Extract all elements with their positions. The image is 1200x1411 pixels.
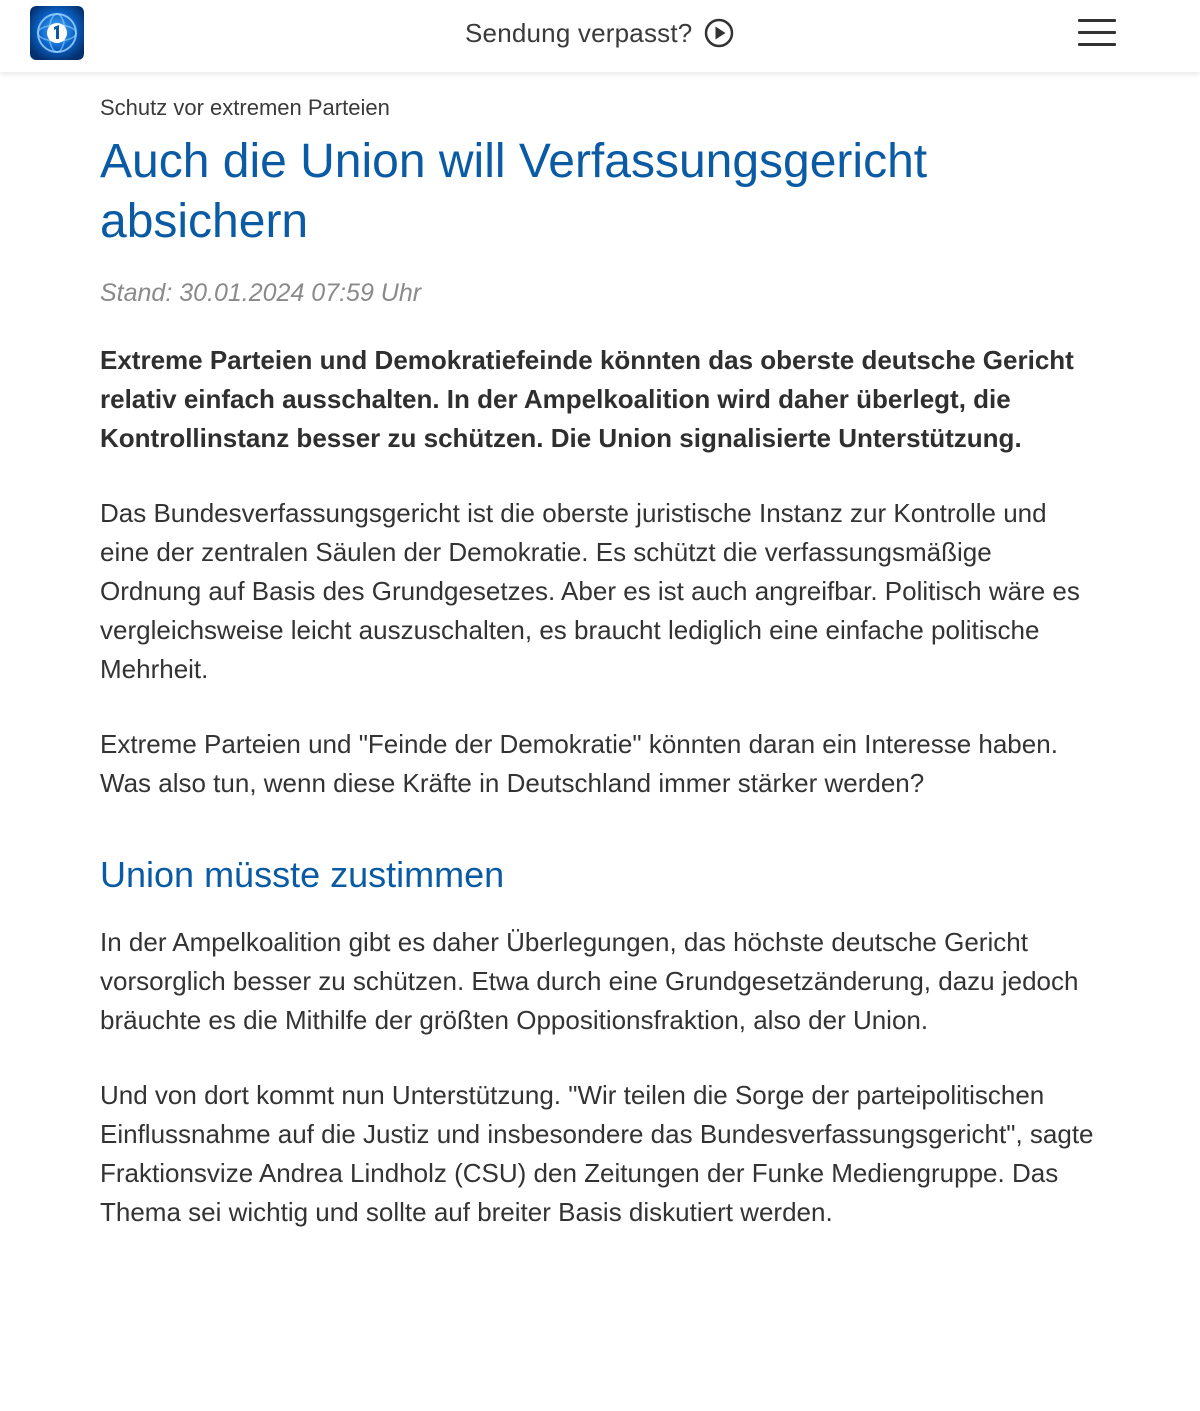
article-paragraph: Und von dort kommt nun Unterstützung. "Wir teilen die Sorge der parteipolitischen Einflussnahme auf die Justiz und insbesondere das Bundesverfassungsgericht", sagte Fraktionsvize Andrea Lindholz (CSU) den Zeitungen der Funke Mediengruppe. Das Thema sei wichtig und sollte auf breiter Basis diskutiert werden. <box>100 1080 1094 1227</box>
hamburger-menu-icon[interactable] <box>1078 17 1118 49</box>
article-kicker: Schutz vor extremen Parteien <box>100 95 390 120</box>
missed-broadcast-label: Sendung verpasst? <box>465 17 693 48</box>
tagesschau-logo-icon[interactable] <box>30 6 84 60</box>
article-teaser: Extreme Parteien und Demokratiefeinde könnten das oberste deutsche Gericht relativ einfach ausschalten. In der Ampelkoalition wird daher überlegt, die Kontrollinstanz besser zu schützen. Die Union signalisierte Unterstützung. <box>100 345 1074 453</box>
article-paragraph: Das Bundesverfassungsgericht ist die oberste juristische Instanz zur Kontrolle und eine der zentralen Säulen der Demokratie. Es schützt die verfassungsmäßige Ordnung auf Basis des Grundgesetzes. Aber es ist auch angreifbar. Politisch wäre es vergleichsweise leicht auszuschalten, es braucht lediglich eine einfache politische Mehrheit. <box>100 498 1080 684</box>
article-paragraph: In der Ampelkoalition gibt es daher Überlegungen, das höchste deutsche Gericht vorsorglich besser zu schützen. Etwa durch eine Grundgesetzänderung, dazu jedoch bräuchte es die Mithilfe der größten Oppositionsfraktion, also der Union. <box>100 927 1079 1035</box>
article-timestamp: Stand: 30.01.2024 07:59 Uhr <box>100 279 422 307</box>
site-header <box>0 0 1200 72</box>
article <box>100 92 1100 1232</box>
missed-broadcast-link[interactable] <box>465 12 734 54</box>
play-circle-icon <box>704 18 734 48</box>
article-subheading: Union müsste zustimmen <box>100 854 505 895</box>
article-title: Auch die Union will Verfassungsgericht absichern <box>100 135 928 248</box>
article-paragraph: Extreme Parteien und "Feinde der Demokratie" könnten daran ein Interesse haben. Was also tun, wenn diese Kräfte in Deutschland immer stärker werden? <box>100 729 1058 798</box>
